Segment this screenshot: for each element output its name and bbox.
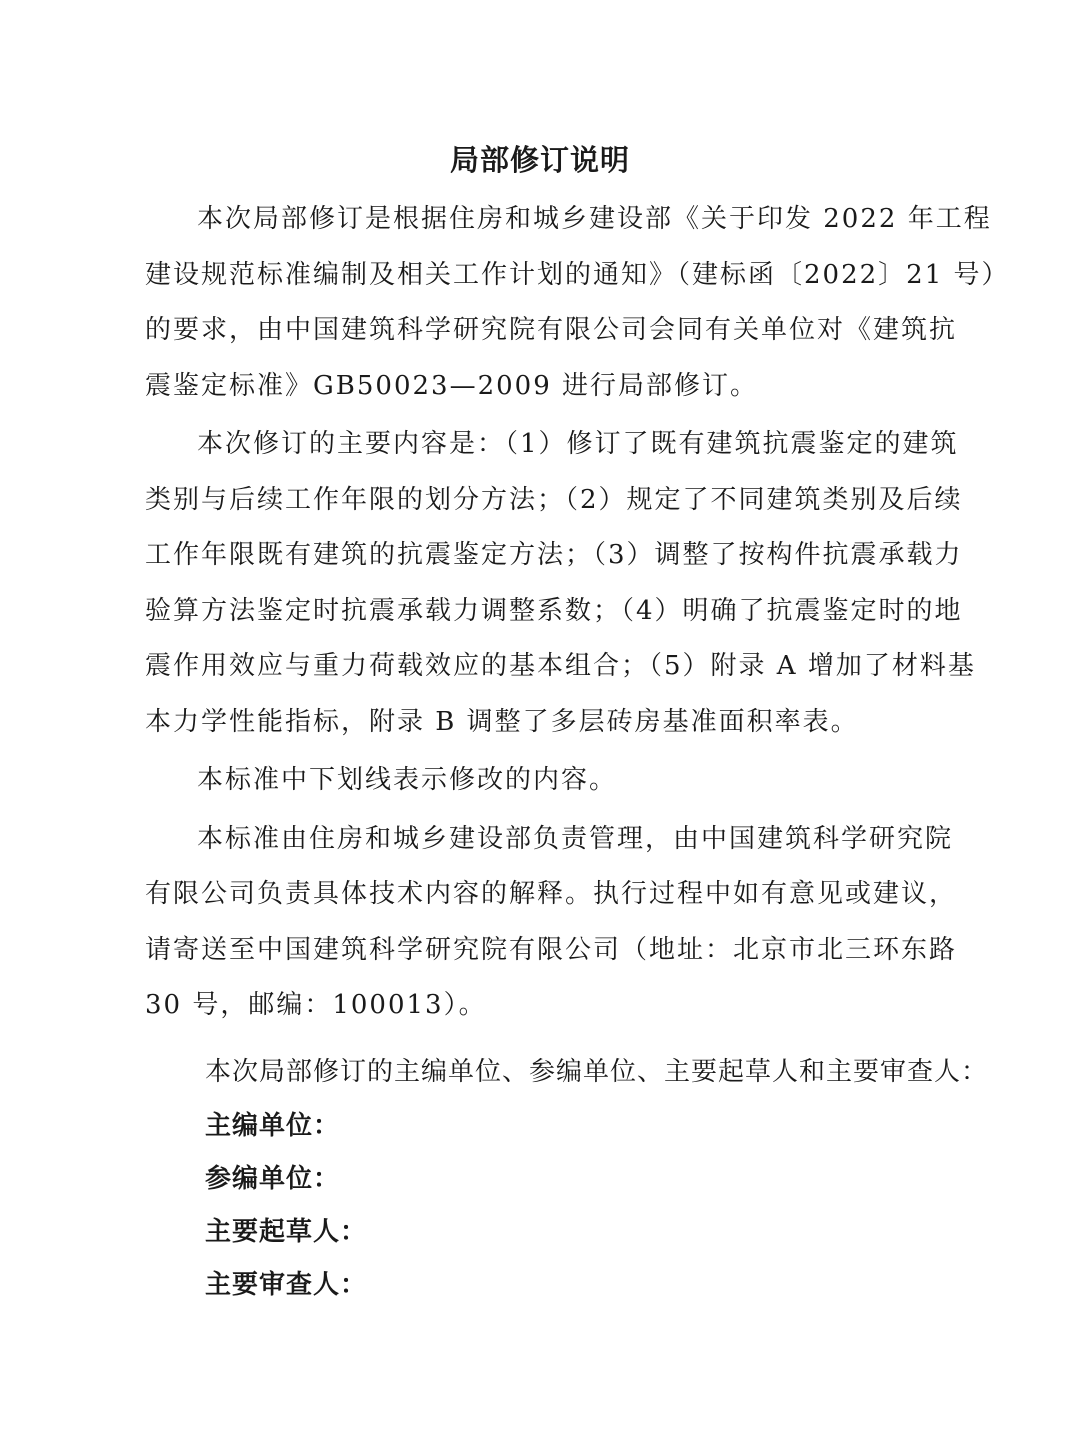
label-chief-unit: 主编单位： [205,1111,341,1141]
paragraph-underline-note [145,753,935,809]
document-body [145,192,1010,1034]
paragraph-main-contents [145,417,976,750]
text-line: 本次修订的主要内容是：（1）修订了既有建筑抗震鉴定的建筑 [197,429,959,459]
contributors-section [205,1045,989,1312]
paragraph-management [145,812,958,1034]
label-main-reviewers: 主要审查人： [205,1270,368,1300]
page-title: 局部修订说明 [449,143,630,177]
text-line: 类别与后续工作年限的划分方法；（2）规定了不同建筑类别及后续 [145,484,963,515]
text-line: 本标准由住房和城乡建设部负责管理，由中国建筑科学研究院 [197,823,954,854]
text-line: 验算方法鉴定时抗震承载力调整系数；（4）明确了抗震鉴定时的地 [145,595,963,626]
text-line: 本标准中下划线表示修改的内容。 [197,765,618,795]
text-line: 30 号，邮编：100013）。 [145,990,487,1020]
text-line: 震鉴定标准》GB50023—2009 进行局部修订。 [145,370,759,401]
text-line: 本力学性能指标，附录 B 调整了多层砖房基准面积率表。 [145,706,859,737]
text-line: 建设规范标准编制及相关工作计划的通知》（建标函〔2022〕21 号） [145,259,1010,290]
text-line: 的要求，由中国建筑科学研究院有限公司会同有关单位对《建筑抗 [145,315,958,345]
text-line: 工作年限既有建筑的抗震鉴定方法；（3）调整了按构件抗震承载力 [145,540,963,570]
label-main-drafters: 主要起草人： [205,1217,368,1247]
text-line: 震作用效应与重力荷载效应的基本组合；（5）附录 A 增加了材料基 [145,651,976,681]
text-line: 请寄送至中国建筑科学研究院有限公司（地址：北京市北三环东路 [145,934,958,965]
text-line: 本次局部修订是根据住房和城乡建设部《关于印发 2022 年工程 [197,204,992,234]
paragraph-revision-basis [145,192,1010,414]
contributors-intro: 本次局部修订的主编单位、参编单位、主要起草人和主要审查人： [205,1057,989,1087]
label-participating-unit: 参编单位： [205,1164,341,1194]
text-line: 有限公司负责具体技术内容的解释。执行过程中如有意见或建议， [145,879,958,909]
